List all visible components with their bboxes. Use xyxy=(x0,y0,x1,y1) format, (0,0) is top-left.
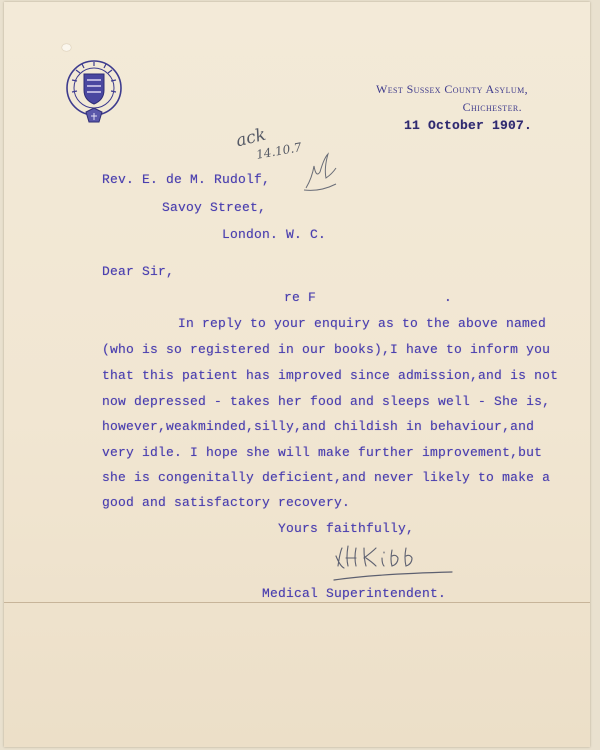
subject-line: re F . xyxy=(284,290,453,305)
handwritten-signature xyxy=(330,536,460,586)
fold-line xyxy=(4,602,590,603)
body-line-6: very idle. I hope she will make further improvement,but xyxy=(102,445,543,460)
letterhead xyxy=(376,80,528,116)
county-crest-seal xyxy=(62,56,126,132)
body-line-2: (who is so registered in our books),I have to inform you xyxy=(102,342,551,357)
recipient-street: Savoy Street, xyxy=(162,200,267,215)
body-line-8: good and satisfactory recovery. xyxy=(102,495,351,510)
institution-name: West Sussex County Asylum, xyxy=(376,82,528,96)
body-line-4: now depressed - takes her food and sleeps well - She is, xyxy=(102,394,551,409)
body-line-7: she is congenitally deficient,and never likely to make a xyxy=(102,470,551,485)
institution-town: Chichester. xyxy=(462,100,522,114)
signatory-title: Medical Superintendent. xyxy=(262,586,447,601)
punch-hole xyxy=(62,44,71,51)
body-line-3: that this patient has improved since admission,and is not xyxy=(102,368,559,383)
recipient-city: London. W. C. xyxy=(222,227,327,242)
salutation: Dear Sir, xyxy=(102,264,175,279)
annotation-ack: ack xyxy=(234,124,268,152)
closing: Yours faithfully, xyxy=(278,521,415,536)
body-line-1: In reply to your enquiry as to the above named xyxy=(178,316,547,331)
body-line-5: however,weakminded,silly,and childish in behaviour,and xyxy=(102,419,535,434)
recipient-name: Rev. E. de M. Rudolf, xyxy=(102,172,271,187)
letter-date: 11 October 1907. xyxy=(403,118,532,133)
annotation-initials-scribble xyxy=(300,148,340,194)
annotation-date: 14.10.7 xyxy=(255,140,303,162)
